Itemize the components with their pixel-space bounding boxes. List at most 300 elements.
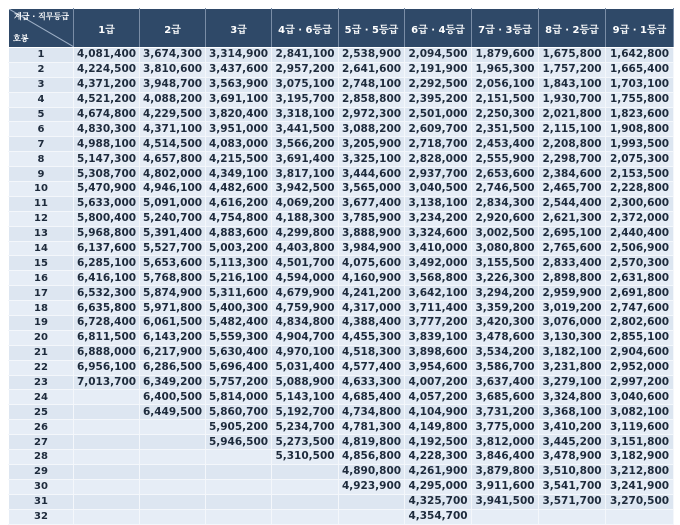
salary-cell: 4,679,900	[272, 286, 339, 301]
salary-cell: 5,757,200	[206, 375, 272, 390]
table-row	[9, 435, 674, 450]
salary-table-container	[8, 8, 674, 525]
table-row	[9, 301, 674, 316]
corner-label-step: 호봉	[13, 34, 29, 43]
salary-cell: 2,465,700	[539, 182, 606, 197]
salary-cell: 3,954,600	[405, 360, 472, 375]
salary-cell: 4,388,400	[339, 316, 405, 331]
step-number-cell: 30	[9, 479, 74, 494]
step-number-cell: 12	[9, 211, 74, 226]
salary-cell	[206, 479, 272, 494]
salary-cell	[272, 494, 339, 509]
salary-cell: 3,119,600	[606, 420, 674, 435]
salary-cell: 5,971,800	[140, 301, 206, 316]
salary-cell: 1,665,400	[606, 62, 674, 77]
step-number-cell: 9	[9, 167, 74, 182]
salary-cell: 4,228,300	[405, 450, 472, 465]
salary-cell: 3,182,100	[539, 345, 606, 360]
salary-cell: 4,802,000	[140, 167, 206, 182]
salary-cell: 6,349,200	[140, 375, 206, 390]
salary-cell: 4,057,200	[405, 390, 472, 405]
table-row	[9, 316, 674, 331]
salary-cell: 3,368,100	[539, 405, 606, 420]
salary-cell: 2,208,800	[539, 137, 606, 152]
step-number-cell: 23	[9, 375, 74, 390]
salary-cell: 4,088,200	[140, 92, 206, 107]
salary-cell: 5,308,700	[74, 167, 140, 182]
salary-cell: 4,349,100	[206, 167, 272, 182]
salary-cell: 2,075,300	[606, 152, 674, 167]
salary-cell	[339, 509, 405, 524]
salary-cell: 4,734,800	[339, 405, 405, 420]
step-number-cell: 27	[9, 435, 74, 450]
salary-cell: 4,261,900	[405, 464, 472, 479]
salary-cell	[74, 509, 140, 524]
salary-cell: 3,231,800	[539, 360, 606, 375]
salary-cell: 4,501,700	[272, 256, 339, 271]
salary-cell: 3,324,800	[539, 390, 606, 405]
step-number-cell: 3	[9, 77, 74, 92]
salary-cell: 3,586,700	[472, 360, 539, 375]
salary-cell: 6,888,000	[74, 345, 140, 360]
salary-cell: 1,908,800	[606, 122, 674, 137]
salary-cell: 6,532,300	[74, 286, 140, 301]
salary-cell: 2,453,400	[472, 137, 539, 152]
salary-cell: 2,695,100	[539, 226, 606, 241]
salary-cell: 5,216,100	[206, 271, 272, 286]
salary-cell: 3,075,100	[272, 77, 339, 92]
salary-cell: 1,879,600	[472, 48, 539, 63]
table-row	[9, 271, 674, 286]
salary-cell: 1,642,800	[606, 48, 674, 63]
step-number-cell: 32	[9, 509, 74, 524]
salary-cell: 5,559,300	[206, 330, 272, 345]
step-number-cell: 2	[9, 62, 74, 77]
salary-cell: 4,904,700	[272, 330, 339, 345]
salary-cell: 1,757,200	[539, 62, 606, 77]
salary-cell: 3,677,400	[339, 196, 405, 211]
step-number-cell: 28	[9, 450, 74, 465]
column-header: 9급 · 1등급	[606, 9, 674, 48]
salary-cell: 3,420,300	[472, 316, 539, 331]
salary-cell: 2,937,700	[405, 167, 472, 182]
salary-cell: 1,675,800	[539, 48, 606, 63]
salary-cell: 3,839,100	[405, 330, 472, 345]
salary-cell: 4,224,500	[74, 62, 140, 77]
salary-cell: 2,904,600	[606, 345, 674, 360]
salary-cell	[272, 509, 339, 524]
salary-cell: 4,149,800	[405, 420, 472, 435]
table-row	[9, 211, 674, 226]
salary-cell: 4,856,800	[339, 450, 405, 465]
salary-cell	[74, 390, 140, 405]
column-header: 2급	[140, 9, 206, 48]
salary-cell: 1,965,300	[472, 62, 539, 77]
salary-cell: 3,571,700	[539, 494, 606, 509]
salary-cell	[140, 450, 206, 465]
salary-cell: 4,354,700	[405, 509, 472, 524]
salary-cell: 5,113,300	[206, 256, 272, 271]
table-row	[9, 92, 674, 107]
salary-cell: 3,820,400	[206, 107, 272, 122]
salary-cell: 2,153,500	[606, 167, 674, 182]
salary-cell: 3,674,300	[140, 48, 206, 63]
salary-cell: 4,754,800	[206, 211, 272, 226]
column-header: 1급	[74, 9, 140, 48]
salary-cell: 5,470,900	[74, 182, 140, 197]
salary-cell: 5,310,500	[272, 450, 339, 465]
salary-cell: 4,674,800	[74, 107, 140, 122]
salary-cell: 4,988,100	[74, 137, 140, 152]
salary-cell	[606, 509, 674, 524]
salary-cell	[140, 435, 206, 450]
salary-cell: 2,555,900	[472, 152, 539, 167]
salary-cell: 3,241,900	[606, 479, 674, 494]
salary-cell: 3,812,000	[472, 435, 539, 450]
table-row	[9, 464, 674, 479]
salary-cell: 2,959,900	[539, 286, 606, 301]
table-row	[9, 256, 674, 271]
salary-cell: 2,641,600	[339, 62, 405, 77]
table-row	[9, 330, 674, 345]
header-row	[9, 9, 674, 48]
salary-cell: 3,324,600	[405, 226, 472, 241]
salary-cell: 5,143,100	[272, 390, 339, 405]
salary-cell: 3,130,300	[539, 330, 606, 345]
salary-cell: 2,834,300	[472, 196, 539, 211]
salary-cell: 1,755,800	[606, 92, 674, 107]
salary-cell: 5,653,600	[140, 256, 206, 271]
salary-cell: 4,883,600	[206, 226, 272, 241]
salary-cell: 6,061,500	[140, 316, 206, 331]
column-header: 3급	[206, 9, 272, 48]
table-row	[9, 62, 674, 77]
column-header: 8급 · 2등급	[539, 9, 606, 48]
salary-cell: 5,240,700	[140, 211, 206, 226]
salary-cell: 3,911,600	[472, 479, 539, 494]
salary-cell: 3,541,700	[539, 479, 606, 494]
salary-cell: 6,728,400	[74, 316, 140, 331]
corner-label-grade: 계급 · 직무등급	[14, 12, 69, 21]
salary-cell: 5,391,400	[140, 226, 206, 241]
table-row	[9, 450, 674, 465]
step-number-cell: 31	[9, 494, 74, 509]
salary-cell: 2,855,100	[606, 330, 674, 345]
salary-cell: 4,455,300	[339, 330, 405, 345]
table-row	[9, 77, 674, 92]
step-number-cell: 20	[9, 330, 74, 345]
salary-cell: 5,400,300	[206, 301, 272, 316]
salary-cell: 3,898,600	[405, 345, 472, 360]
step-number-cell: 10	[9, 182, 74, 197]
salary-cell: 2,718,700	[405, 137, 472, 152]
salary-cell: 3,234,200	[405, 211, 472, 226]
salary-cell: 3,359,200	[472, 301, 539, 316]
salary-cell: 5,527,700	[140, 241, 206, 256]
salary-cell: 3,437,600	[206, 62, 272, 77]
step-number-cell: 5	[9, 107, 74, 122]
salary-cell: 4,007,200	[405, 375, 472, 390]
table-row	[9, 390, 674, 405]
salary-cell: 3,080,800	[472, 241, 539, 256]
salary-cell: 5,630,400	[206, 345, 272, 360]
salary-cell: 5,800,400	[74, 211, 140, 226]
salary-cell: 3,195,700	[272, 92, 339, 107]
salary-cell: 6,285,100	[74, 256, 140, 271]
salary-cell: 5,814,000	[206, 390, 272, 405]
salary-cell: 2,351,500	[472, 122, 539, 137]
salary-cell: 4,083,000	[206, 137, 272, 152]
salary-cell: 3,410,200	[539, 420, 606, 435]
salary-cell: 5,311,600	[206, 286, 272, 301]
salary-cell: 3,444,600	[339, 167, 405, 182]
salary-cell: 2,631,800	[606, 271, 674, 286]
step-number-cell: 8	[9, 152, 74, 167]
salary-cell: 5,031,400	[272, 360, 339, 375]
salary-cell: 2,802,600	[606, 316, 674, 331]
salary-cell: 2,501,000	[405, 107, 472, 122]
salary-cell: 2,544,400	[539, 196, 606, 211]
salary-cell: 2,292,500	[405, 77, 472, 92]
salary-cell: 4,081,400	[74, 48, 140, 63]
salary-cell: 5,234,700	[272, 420, 339, 435]
salary-cell: 3,888,900	[339, 226, 405, 241]
salary-cell: 4,192,500	[405, 435, 472, 450]
salary-cell: 4,759,900	[272, 301, 339, 316]
column-header: 4급 · 6등급	[272, 9, 339, 48]
table-row	[9, 122, 674, 137]
salary-cell: 3,534,200	[472, 345, 539, 360]
column-header: 5급 · 5등급	[339, 9, 405, 48]
salary-cell: 4,657,800	[140, 152, 206, 167]
salary-cell: 3,314,900	[206, 48, 272, 63]
salary-cell: 5,905,200	[206, 420, 272, 435]
step-number-cell: 15	[9, 256, 74, 271]
corner-header-cell	[9, 9, 74, 48]
table-row	[9, 196, 674, 211]
salary-cell: 3,318,100	[272, 107, 339, 122]
salary-cell: 5,088,900	[272, 375, 339, 390]
salary-cell: 4,371,200	[74, 77, 140, 92]
salary-cell	[140, 464, 206, 479]
salary-cell: 5,003,200	[206, 241, 272, 256]
salary-cell	[74, 435, 140, 450]
salary-cell: 2,300,600	[606, 196, 674, 211]
salary-cell: 3,846,400	[472, 450, 539, 465]
salary-cell: 5,968,800	[74, 226, 140, 241]
salary-cell: 3,810,600	[140, 62, 206, 77]
salary-cell: 4,229,500	[140, 107, 206, 122]
salary-cell: 5,874,900	[140, 286, 206, 301]
salary-cell	[206, 450, 272, 465]
salary-cell: 3,566,200	[272, 137, 339, 152]
salary-cell: 3,205,900	[339, 137, 405, 152]
salary-cell: 2,570,300	[606, 256, 674, 271]
salary-cell: 4,577,400	[339, 360, 405, 375]
salary-cell: 3,691,100	[206, 92, 272, 107]
step-number-cell: 17	[9, 286, 74, 301]
salary-cell: 3,775,000	[472, 420, 539, 435]
salary-cell: 3,637,400	[472, 375, 539, 390]
salary-cell: 4,299,800	[272, 226, 339, 241]
salary-cell: 2,972,300	[339, 107, 405, 122]
salary-cell	[74, 450, 140, 465]
salary-cell: 3,294,200	[472, 286, 539, 301]
salary-cell	[206, 464, 272, 479]
table-row	[9, 48, 674, 63]
salary-cell: 3,942,500	[272, 182, 339, 197]
step-number-cell: 16	[9, 271, 74, 286]
step-number-cell: 13	[9, 226, 74, 241]
salary-cell: 1,823,600	[606, 107, 674, 122]
salary-cell: 4,819,800	[339, 435, 405, 450]
salary-cell: 6,811,500	[74, 330, 140, 345]
salary-cell: 4,241,200	[339, 286, 405, 301]
salary-cell: 1,703,100	[606, 77, 674, 92]
table-row	[9, 152, 674, 167]
salary-cell: 2,440,400	[606, 226, 674, 241]
salary-cell: 5,946,500	[206, 435, 272, 450]
step-number-cell: 25	[9, 405, 74, 420]
table-row	[9, 420, 674, 435]
salary-cell: 5,860,700	[206, 405, 272, 420]
salary-cell: 4,970,100	[272, 345, 339, 360]
salary-cell: 2,691,800	[606, 286, 674, 301]
salary-cell: 4,633,300	[339, 375, 405, 390]
salary-cell: 2,395,200	[405, 92, 472, 107]
salary-cell: 3,568,800	[405, 271, 472, 286]
salary-cell: 1,993,500	[606, 137, 674, 152]
salary-cell: 2,151,500	[472, 92, 539, 107]
step-number-cell: 1	[9, 48, 74, 63]
table-row	[9, 167, 674, 182]
salary-cell: 2,833,400	[539, 256, 606, 271]
salary-cell: 4,685,400	[339, 390, 405, 405]
salary-cell: 6,217,900	[140, 345, 206, 360]
salary-cell: 7,013,700	[74, 375, 140, 390]
salary-cell: 2,858,800	[339, 92, 405, 107]
table-row	[9, 286, 674, 301]
step-number-cell: 24	[9, 390, 74, 405]
salary-cell: 3,691,400	[272, 152, 339, 167]
salary-cell: 2,056,100	[472, 77, 539, 92]
table-row	[9, 494, 674, 509]
salary-cell: 6,143,200	[140, 330, 206, 345]
table-row	[9, 375, 674, 390]
salary-cell: 3,270,500	[606, 494, 674, 509]
salary-cell: 5,273,500	[272, 435, 339, 450]
salary-cell: 6,416,100	[74, 271, 140, 286]
salary-cell	[74, 420, 140, 435]
salary-cell: 3,155,500	[472, 256, 539, 271]
salary-cell: 2,746,500	[472, 182, 539, 197]
salary-cell: 4,946,100	[140, 182, 206, 197]
salary-cell: 4,616,200	[206, 196, 272, 211]
salary-cell	[206, 494, 272, 509]
salary-cell	[74, 479, 140, 494]
salary-cell: 4,215,500	[206, 152, 272, 167]
table-row	[9, 345, 674, 360]
step-number-cell: 19	[9, 316, 74, 331]
salary-table	[8, 8, 674, 525]
salary-cell: 4,317,000	[339, 301, 405, 316]
salary-cell: 3,510,800	[539, 464, 606, 479]
salary-cell	[140, 494, 206, 509]
salary-cell: 3,410,000	[405, 241, 472, 256]
table-row	[9, 226, 674, 241]
table-row	[9, 137, 674, 152]
salary-cell: 4,188,300	[272, 211, 339, 226]
step-number-cell: 18	[9, 301, 74, 316]
salary-cell: 3,951,000	[206, 122, 272, 137]
step-number-cell: 11	[9, 196, 74, 211]
salary-cell: 3,082,100	[606, 405, 674, 420]
table-row	[9, 241, 674, 256]
salary-cell: 4,781,300	[339, 420, 405, 435]
salary-cell: 3,711,400	[405, 301, 472, 316]
salary-cell: 4,834,800	[272, 316, 339, 331]
salary-cell: 1,930,700	[539, 92, 606, 107]
salary-cell: 4,104,900	[405, 405, 472, 420]
salary-cell: 3,151,800	[606, 435, 674, 450]
salary-cell: 6,137,600	[74, 241, 140, 256]
salary-cell	[206, 509, 272, 524]
salary-cell	[272, 479, 339, 494]
step-number-cell: 4	[9, 92, 74, 107]
salary-cell	[272, 464, 339, 479]
salary-cell: 4,069,200	[272, 196, 339, 211]
salary-cell: 6,286,500	[140, 360, 206, 375]
salary-cell: 1,843,100	[539, 77, 606, 92]
salary-cell: 2,765,600	[539, 241, 606, 256]
salary-cell: 3,785,900	[339, 211, 405, 226]
salary-cell	[74, 494, 140, 509]
step-number-cell: 29	[9, 464, 74, 479]
salary-cell: 3,685,600	[472, 390, 539, 405]
step-number-cell: 7	[9, 137, 74, 152]
salary-cell: 6,635,800	[74, 301, 140, 316]
salary-cell: 2,538,900	[339, 48, 405, 63]
salary-cell: 5,192,700	[272, 405, 339, 420]
salary-cell: 4,521,200	[74, 92, 140, 107]
step-number-cell: 6	[9, 122, 74, 137]
salary-cell: 2,952,000	[606, 360, 674, 375]
salary-cell: 2,898,800	[539, 271, 606, 286]
salary-cell: 2,298,700	[539, 152, 606, 167]
step-number-cell: 14	[9, 241, 74, 256]
salary-cell: 3,948,700	[140, 77, 206, 92]
salary-cell	[472, 509, 539, 524]
column-header: 6급 · 4등급	[405, 9, 472, 48]
salary-cell	[140, 420, 206, 435]
salary-cell: 4,923,900	[339, 479, 405, 494]
step-number-cell: 21	[9, 345, 74, 360]
salary-cell: 2,997,200	[606, 375, 674, 390]
salary-cell: 2,115,100	[539, 122, 606, 137]
salary-cell: 6,956,100	[74, 360, 140, 375]
salary-cell: 4,518,300	[339, 345, 405, 360]
step-number-cell: 22	[9, 360, 74, 375]
salary-cell: 2,920,600	[472, 211, 539, 226]
salary-cell: 4,594,000	[272, 271, 339, 286]
salary-cell: 5,696,400	[206, 360, 272, 375]
salary-cell: 2,748,100	[339, 77, 405, 92]
salary-cell: 4,160,900	[339, 271, 405, 286]
salary-cell: 2,094,500	[405, 48, 472, 63]
salary-cell	[140, 509, 206, 524]
salary-cell: 3,731,200	[472, 405, 539, 420]
salary-cell: 3,226,300	[472, 271, 539, 286]
